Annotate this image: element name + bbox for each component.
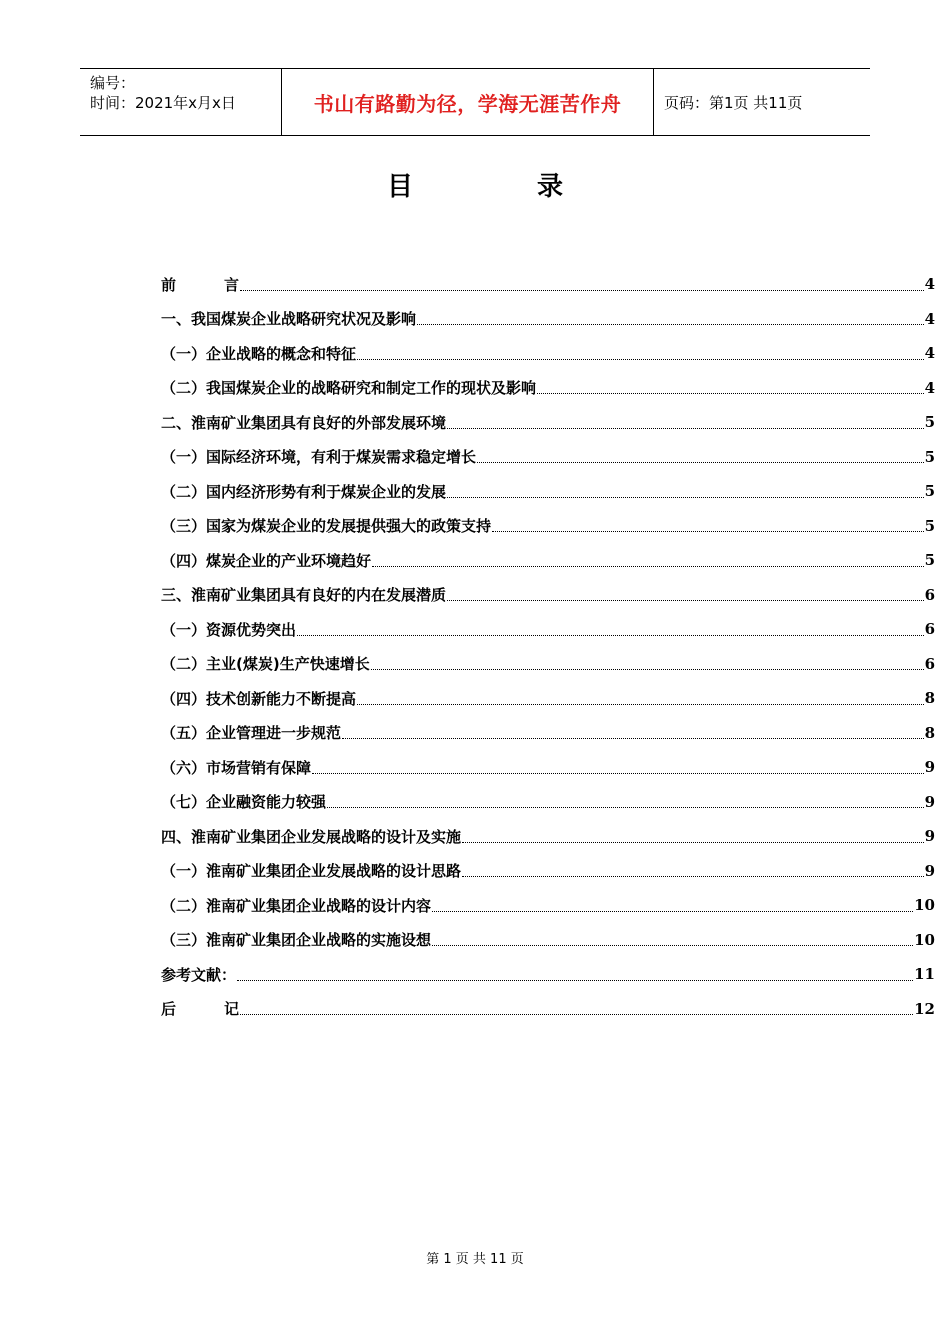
- toc-leader-dots: [240, 1014, 913, 1015]
- toc-entry-label: 参考文献：: [161, 965, 237, 984]
- toc-entry-label: （六）市场营销有保障: [161, 758, 312, 777]
- toc-entry[interactable]: [161, 819, 935, 854]
- toc-entry-page: 6: [924, 620, 935, 639]
- toc-entry[interactable]: [161, 647, 935, 682]
- toc-entry-page: 4: [924, 378, 935, 397]
- toc-entry[interactable]: [161, 267, 935, 302]
- toc-entry-label: （二）国内经济形势有利于煤炭企业的发展: [161, 482, 447, 501]
- doc-number-label: 编号：: [90, 74, 136, 92]
- toc-entry-page: 6: [924, 654, 935, 673]
- toc-leader-dots: [357, 359, 924, 360]
- toc-entry-page: 5: [924, 413, 935, 432]
- toc-entry-page: 9: [924, 758, 935, 777]
- toc-leader-dots: [447, 428, 924, 429]
- toc-entry-page: 10: [914, 896, 935, 915]
- toc-entry-page: 5: [924, 516, 935, 535]
- toc-leader-dots: [492, 531, 924, 532]
- toc-entry-label: 二、淮南矿业集团具有良好的外部发展环境: [161, 413, 447, 432]
- toc-entry-label: （一）淮南矿业集团企业发展战略的设计思路: [161, 862, 462, 881]
- toc-entry-page: 10: [914, 930, 935, 949]
- toc-entry-label: 一、我国煤炭企业战略研究状况及影响: [161, 310, 417, 329]
- toc-entry-page: 8: [924, 723, 935, 742]
- toc-entry[interactable]: [161, 716, 935, 751]
- toc-entry-label: （三）国家为煤炭企业的发展提供强大的政策支持: [161, 517, 492, 536]
- toc-leader-dots: [447, 497, 924, 498]
- toc-entry-label: 后 记: [161, 1000, 240, 1019]
- toc-entry-page: 9: [924, 792, 935, 811]
- toc-entry-label: （五）企业管理进一步规范: [161, 724, 342, 743]
- toc-entry-page: 11: [914, 965, 935, 984]
- toc-leader-dots: [372, 566, 924, 567]
- toc-leader-dots: [371, 669, 924, 670]
- toc-title: [0, 166, 950, 203]
- toc-entry-page: 4: [924, 344, 935, 363]
- header-meta: [80, 69, 282, 135]
- toc-leader-dots: [417, 324, 924, 325]
- toc-leader-dots: [297, 635, 924, 636]
- toc-leader-dots: [432, 945, 913, 946]
- toc-entry-label: （一）企业战略的概念和特征: [161, 344, 357, 363]
- toc-entry[interactable]: [161, 785, 935, 820]
- toc-leader-dots: [357, 704, 924, 705]
- toc-entry[interactable]: [161, 681, 935, 716]
- toc-leader-dots: [432, 911, 913, 912]
- toc-entry-page: 12: [914, 999, 935, 1018]
- toc-entry[interactable]: [161, 612, 935, 647]
- toc-entry[interactable]: [161, 440, 935, 475]
- toc-entry-label: （七）企业融资能力较强: [161, 793, 327, 812]
- toc-entry[interactable]: [161, 957, 935, 992]
- toc-entry-label: 三、淮南矿业集团具有良好的内在发展潜质: [161, 586, 447, 605]
- toc-leader-dots: [537, 393, 924, 394]
- toc-entry[interactable]: [161, 509, 935, 544]
- toc-entry-label: （二）淮南矿业集团企业战略的设计内容: [161, 896, 432, 915]
- toc-entry-label: （四）煤炭企业的产业环境趋好: [161, 551, 372, 570]
- toc-entry[interactable]: [161, 336, 935, 371]
- toc-leader-dots: [237, 980, 913, 981]
- toc-entry[interactable]: [161, 302, 935, 337]
- toc-entry[interactable]: [161, 992, 935, 1027]
- toc-entry-label: （一）国际经济环境，有利于煤炭需求稳定增长: [161, 448, 477, 467]
- toc-entry-label: （四）技术创新能力不断提高: [161, 689, 357, 708]
- toc-title-char: 目: [386, 172, 413, 202]
- toc-leader-dots: [240, 290, 924, 291]
- header-motto: 书山有路勤为径，学海无涯苦作舟: [282, 69, 654, 135]
- toc-title-char: 录: [537, 172, 564, 202]
- toc-entry-page: 8: [924, 689, 935, 708]
- header-page-info: 页码：第1页 共11页: [664, 93, 803, 112]
- toc-entry-page: 4: [924, 275, 935, 294]
- toc-leader-dots: [327, 807, 924, 808]
- toc-leader-dots: [477, 462, 924, 463]
- toc-entry-label: （一）资源优势突出: [161, 620, 297, 639]
- doc-time: 时间：2021年x月x日: [90, 94, 236, 112]
- toc-leader-dots: [447, 600, 924, 601]
- toc-entry-label: （二）主业(煤炭)生产快速增长: [161, 655, 370, 674]
- toc-entry[interactable]: [161, 750, 935, 785]
- toc-entry-label: 四、淮南矿业集团企业发展战略的设计及实施: [161, 827, 462, 846]
- toc-entry-page: 5: [924, 482, 935, 501]
- toc-entry-page: 5: [924, 447, 935, 466]
- page-header: [80, 68, 870, 136]
- page-footer: 第 1 页 共 11 页: [426, 1252, 524, 1267]
- toc-entry-page: 6: [924, 585, 935, 604]
- toc-entry-label: 前 言: [161, 275, 240, 294]
- toc-entry-page: 9: [924, 827, 935, 846]
- toc-entry[interactable]: [161, 854, 935, 889]
- toc-entry[interactable]: [161, 371, 935, 406]
- toc-entry[interactable]: [161, 578, 935, 613]
- toc-leader-dots: [342, 738, 924, 739]
- toc-entry[interactable]: [161, 888, 935, 923]
- toc-leader-dots: [462, 876, 924, 877]
- toc-leader-dots: [462, 842, 924, 843]
- toc-entry[interactable]: [161, 405, 935, 440]
- toc-entry[interactable]: [161, 474, 935, 509]
- toc-entry-label: （三）淮南矿业集团企业战略的实施设想: [161, 931, 432, 950]
- toc-entry-page: 9: [924, 861, 935, 880]
- toc-entry[interactable]: [161, 543, 935, 578]
- table-of-contents: [161, 267, 935, 1026]
- toc-leader-dots: [312, 773, 924, 774]
- toc-entry-page: 5: [924, 551, 935, 570]
- toc-entry-label: （二）我国煤炭企业的战略研究和制定工作的现状及影响: [161, 379, 537, 398]
- toc-entry[interactable]: [161, 923, 935, 958]
- toc-entry-page: 4: [924, 309, 935, 328]
